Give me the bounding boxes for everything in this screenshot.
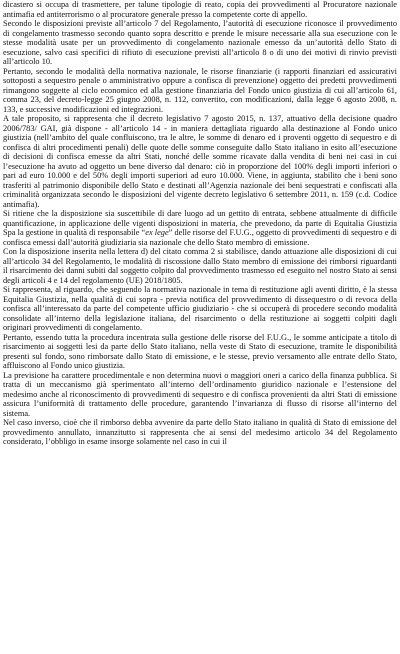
paragraph-1: dicastero si occupa di trasmettere, per talune tipologie di reato, copia dei provvedimenti al Procuratore nazionale antimafia ed antiterrorismo o al procuratore generale presso la competente corte di appello. (3, 0, 397, 19)
paragraph-10: Nel caso inverso, cioè che il rimborso debba avvenire da parte dello Stato italiano in qualità di Stato di emissione del provvedimento annullato, innanzitutto si rappresenta che ai sensi del medesimo articolo 34 del Regolamento considerato, l’obbligo in esame insorge solamente nel caso in cui il (3, 418, 397, 446)
paragraph-5: Si ritiene che la disposizione sia suscettibile di dare luogo ad un gettito di entrata, sebbene attualmente di difficile quantificazione, in applicazione delle vigenti disposizioni in materia, che prevedono, da parte di Equitalia Giustizia Spa la gestione in qualità di responsabile “ex lege” delle risorse del F.U.G., oggetto di provvedimenti di sequestro e di confisca emessi dall’autorità giudiziaria sia nazionale che dello Stato membro di emissione. (3, 209, 397, 247)
paragraph-8: Pertanto, essendo tutta la procedura incentrata sulla gestione delle risorse del F.U.G., le somme anticipate a titolo di risarcimento ai soggetti lesi da parte dello Stato italiano, nella veste di Stato di esecuzione, tramite le disponibilità presenti sul fondo, sono rimborsate dallo Stato di emissione, e le stesse, previo versamento alle entrate dello Stato, affluiscono al Fondo unico giustizia. (3, 332, 397, 370)
paragraph-6: Con la disposizione inserita nella lettera d) del citato comma 2 si stabilisce, dando attuazione alle disposizioni di cui all’articolo 34 del Regolamento, le modalità di riscossione dallo Stato membro di emissione dei rimborsi riguardanti il risarcimento dei danni subiti dal soggetto colpito dal provvedimento trasmesso ed eseguito nel nostro Stato ai sensi degli articoli 4 e 14 del regolamento (UE) 2018/1805. (3, 247, 397, 285)
paragraph-7: Si rappresenta, al riguardo, che seguendo la normativa nazionale in tema di restituzione agli aventi diritto, è la stessa Equitalia Giustizia, nella qualità di cui sopra - previa notifica del provvedimento di dissequestro o di revoca della confisca all’interessato da parte del competente ufficio giudiziario - che si occuperà di procedere secondo modalità consolidate all’interno della legislazione italiana, del risarcimento o della restituzione ai soggetti colpiti dagli originari provvedimenti di congelamento. (3, 285, 397, 332)
paragraph-3: Pertanto, secondo le modalità della normativa nazionale, le risorse finanziarie (i rapporti finanziari ed assicurativi sottoposti a sequestro penale o amministrativo oppure a confisca di prevenzione) oggetto dei predetti provvedimenti rimangono soggette al ciclo economico ed alla gestione finanziaria del Fondo unico giustizia di cui all’articolo 61, comma 23, del decreto-legge 25 giugno 2008, n. 112, convertito, con modificazioni, dalla legge 6 agosto 2008, n. 133, e successive modificazioni ed integrazioni. (3, 66, 397, 114)
paragraph-2: Secondo le disposizioni previste all’articolo 7 del Regolamento, l’autorità di esecuzione riconosce il provvedimento di congelamento trasmesso secondo quanto sopra descritto e prende le misure necessarie alla sua esecuzione con le stesse modalità usate per un provvedimento di congelamento nazionale emesso da un’autorità dello Stato di esecuzione, salvo casi specifici di rifiuto di esecuzione previsti all’articolo 8 o di uno dei motivi di rinvio previsti all’articolo 10. (3, 19, 397, 66)
paragraph-4: A tale proposito, si rappresenta che il decreto legislativo 7 agosto 2015, n. 137, attuativo della decisione quadro 2006/783/ GAI, già dispone - all’articolo 14 - in maniera dettagliata riguardo alla destinazione al Fondo unico giustizia (nell’ambito del quale confluiscono, tra le altre, le somme di denaro ed i proventi oggetto di sequestro e di confisca di altri procedimenti penali) delle quote delle somme conseguite dallo Stato italiano in esito all’esecuzione di decisioni di confisca emesse da altri Stati, nonché delle somme ricavate dalla vendita di beni nei casi in cui l’esecuzione ha avuto ad oggetto un bene diverso dal denaro: ciò in proporzione del 100% degli importi inferiori o pari ad euro 10.000 e del 50% degli importi superiori ad euro 10.000. Viene, in aggiunta, stabilito che i beni sono trasferiti al patrimonio disponibile dello Stato e destinati all’Agenzia nazionale dei beni sequestrati e confiscati alla criminalità organizzata secondo le disposizioni del vigente decreto legislativo 6 settembre 2011, n. 159 (c.d. Codice antimafia). (3, 114, 397, 209)
paragraph-9: La previsione ha carattere procedimentale e non determina nuovi o maggiori oneri a carico della finanza pubblica. Si tratta di un meccanismo già sperimentato all’interno dell’ordinamento giuridico nazionale e l’estensione del medesimo anche al riconoscimento di provvedimenti di sequestro e di confisca provenienti da altri Stati di emissione assicura l’uniformità di trattamento delle procedure, garantendo l’invarianza di flusso di risorse all’interno del sistema. (3, 370, 397, 418)
